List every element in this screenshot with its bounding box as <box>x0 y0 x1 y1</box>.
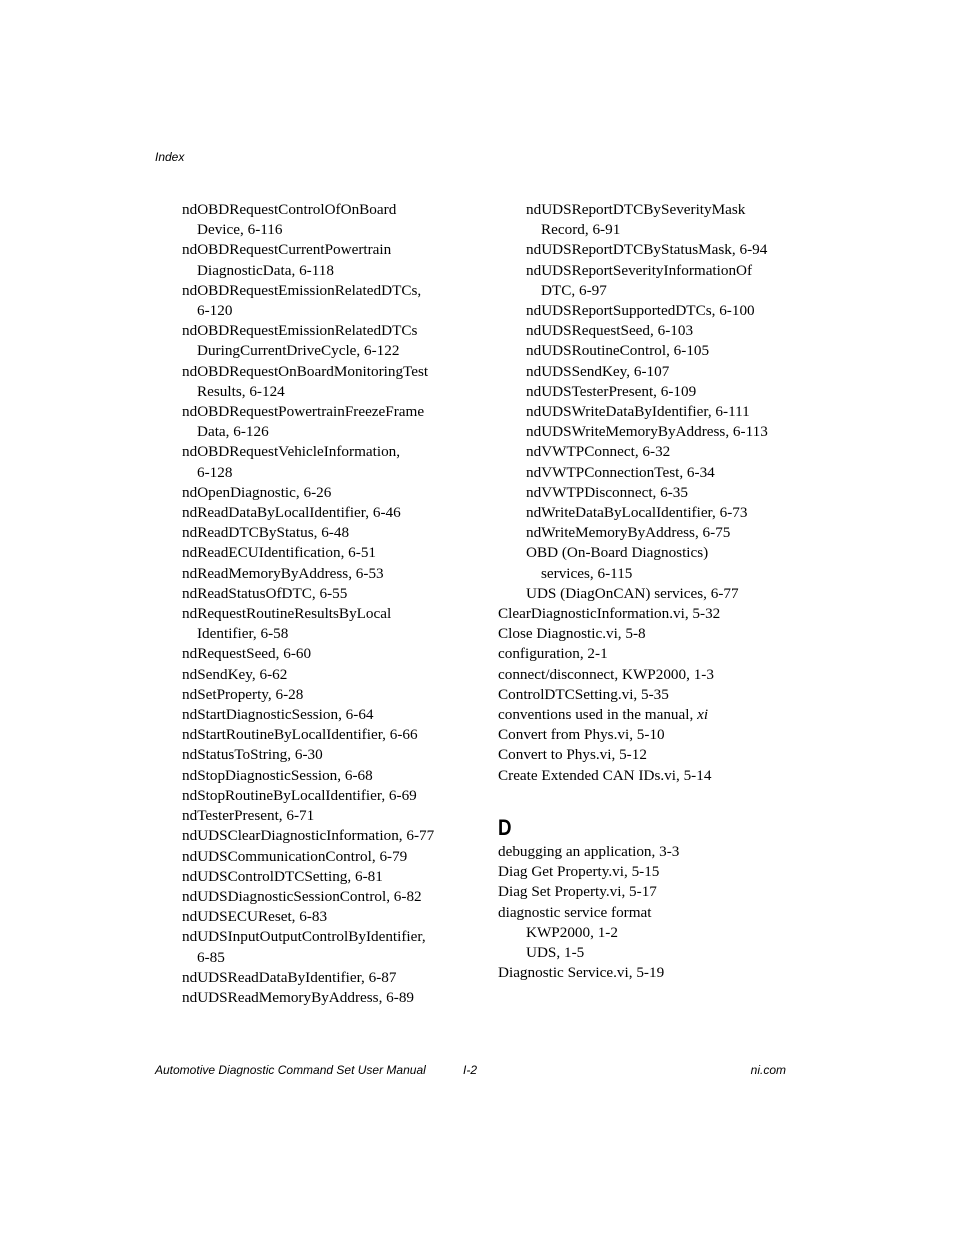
index-entry <box>182 584 457 604</box>
index-entry <box>182 745 457 765</box>
index-entry-continuation: DTC, 6-97 <box>541 281 607 299</box>
index-entry: diagnostic service format <box>498 903 652 921</box>
index-entry <box>498 503 798 523</box>
running-header: Index <box>155 150 185 164</box>
index-entry-text: ndWriteDataByLocalIdentifier, 6-73 <box>526 504 748 522</box>
index-entry <box>498 463 798 483</box>
index-entry: Convert to Phys.vi, 5-12 <box>498 746 647 764</box>
index-entry-text: ndReadDataByLocalIdentifier, 6-46 <box>182 504 401 522</box>
index-entry: Diagnostic Service.vi, 5-19 <box>498 964 665 982</box>
index-entry-text: ndReadDTCByStatus, 6-48 <box>182 524 350 542</box>
index-entry <box>182 240 457 280</box>
footer-title: Automotive Diagnostic Command Set User Manual <box>155 1063 426 1077</box>
index-entry <box>182 867 457 887</box>
index-entry-continuation: DiagnosticData, 6-118 <box>197 261 334 279</box>
footer-page-number: I-2 <box>463 1063 478 1077</box>
index-entry: debugging an application, 3-3 <box>498 842 680 860</box>
index-entry-text: ndOBDRequestEmissionRelatedDTCs <box>182 322 418 340</box>
index-entry-text: ndVWTPDisconnect, 6-35 <box>526 483 688 501</box>
index-entry-continuation: Results, 6-124 <box>197 382 285 400</box>
index-entry-continuation: 6-120 <box>197 302 233 320</box>
index-entry-text: ndUDSReadDataByIdentifier, 6-87 <box>182 968 397 986</box>
index-entry-text: ndOBDRequestPowertrainFreezeFrame <box>182 403 425 421</box>
index-entry: KWP2000, 1-2 <box>526 923 618 941</box>
index-entry-text: ndUDSReadMemoryByAddress, 6-89 <box>182 988 415 1006</box>
index-entry-text: ndSendKey, 6-62 <box>182 665 288 683</box>
index-entry-text: ndStopRoutineByLocalIdentifier, 6-69 <box>182 786 417 804</box>
index-entry-text: ndVWTPConnectionTest, 6-34 <box>526 463 715 481</box>
index-entry-text: ndUDSRequestSeed, 6-103 <box>526 322 694 340</box>
index-entry-continuation: services, 6-115 <box>541 564 633 582</box>
index-entry-text: conventions used in the manual, <box>498 706 698 724</box>
index-entry-continuation: Data, 6-126 <box>197 423 269 441</box>
index-entry <box>182 826 457 846</box>
index-entry-text: ndOBDRequestEmissionRelatedDTCs, <box>182 281 422 299</box>
index-entry <box>182 200 457 240</box>
index-entry-text: ndReadECUIdentification, 6-51 <box>182 544 377 562</box>
index-entry <box>182 705 457 725</box>
index-entry <box>498 422 798 442</box>
index-entry-text: ndStartDiagnosticSession, 6-64 <box>182 706 374 724</box>
index-entry-text: ndStopDiagnosticSession, 6-68 <box>182 766 373 784</box>
index-entry <box>498 483 798 503</box>
index-entry-text: ndUDSCommunicationControl, 6-79 <box>182 847 408 865</box>
index-entry-text: ndUDSSendKey, 6-107 <box>526 362 670 380</box>
index-entry <box>498 705 798 725</box>
index-entry-text: ndTesterPresent, 6-71 <box>182 807 315 825</box>
index-entry-continuation: Device, 6-116 <box>197 221 283 239</box>
index-entry-text: ndStatusToString, 6-30 <box>182 746 323 764</box>
index-entry <box>182 604 457 644</box>
index-entry: connect/disconnect, KWP2000, 1-3 <box>498 665 714 683</box>
index-entry <box>182 786 457 806</box>
index-column-right <box>498 200 798 983</box>
index-entry-text: ndReadMemoryByAddress, 6-53 <box>182 564 384 582</box>
index-entry-text: ndUDSECUReset, 6-83 <box>182 908 328 926</box>
index-entry-text: ndOBDRequestCurrentPowertrain <box>182 241 392 259</box>
index-entry <box>182 644 457 664</box>
index-entry <box>182 321 457 361</box>
section-letter: D <box>498 814 512 840</box>
index-entry <box>498 240 798 260</box>
index-entry: Convert from Phys.vi, 5-10 <box>498 726 665 744</box>
index-entry <box>182 564 457 584</box>
index-entry-text: ndOpenDiagnostic, 6-26 <box>182 483 332 501</box>
index-entry <box>498 301 798 321</box>
index-entry-text: ndUDSDiagnosticSessionControl, 6-82 <box>182 887 422 905</box>
index-entry-text: ndWriteMemoryByAddress, 6-75 <box>526 524 731 542</box>
index-entry-text: ndUDSControlDTCSetting, 6-81 <box>182 867 383 885</box>
index-entry: ClearDiagnosticInformation.vi, 5-32 <box>498 605 721 623</box>
index-entry-text: ndStartRoutineByLocalIdentifier, 6-66 <box>182 726 418 744</box>
index-entry-continuation: Identifier, 6-58 <box>197 625 289 643</box>
index-entry <box>182 847 457 867</box>
index-entry <box>182 725 457 745</box>
index-entry-text: ndUDSTesterPresent, 6-109 <box>526 382 697 400</box>
index-entry <box>182 362 457 402</box>
index-entry <box>182 503 457 523</box>
index-entry: Close Diagnostic.vi, 5-8 <box>498 625 646 643</box>
index-entry-text: OBD (On-Board Diagnostics) <box>526 544 709 562</box>
index-entry <box>182 665 457 685</box>
index-entry <box>498 362 798 382</box>
index-entry-text: ndRequestRoutineResultsByLocal <box>182 605 392 623</box>
index-entry-page: xi <box>697 706 709 724</box>
index-entry-continuation: 6-85 <box>197 948 225 966</box>
index-entry <box>182 907 457 927</box>
index-entry <box>182 988 457 1008</box>
index-entry <box>498 382 798 402</box>
index-entry <box>498 402 798 422</box>
index-entry: Create Extended CAN IDs.vi, 5-14 <box>498 766 712 784</box>
footer-site: ni.com <box>750 1063 786 1077</box>
index-entry <box>182 523 457 543</box>
index-entry <box>498 261 798 301</box>
index-entry: configuration, 2-1 <box>498 645 608 663</box>
index-entry-text: ndReadStatusOfDTC, 6-55 <box>182 584 348 602</box>
index-entry <box>498 200 798 240</box>
index-entry <box>498 523 798 543</box>
index-entry-text: ndUDSReportDTCBySeverityMask <box>526 201 746 218</box>
index-entry <box>182 685 457 705</box>
index-entry-text: ndUDSWriteMemoryByAddress, 6-113 <box>526 423 768 441</box>
index-entry <box>182 543 457 563</box>
index-entry <box>182 483 457 503</box>
index-entry <box>182 281 457 321</box>
index-entry <box>498 442 798 462</box>
index-entry: UDS, 1-5 <box>526 943 585 961</box>
index-entry-text: ndUDSRoutineControl, 6-105 <box>526 342 710 360</box>
index-entry-text: ndOBDRequestOnBoardMonitoringTest <box>182 362 429 380</box>
index-entry-continuation: Record, 6-91 <box>541 221 621 239</box>
index-entry-text: ndVWTPConnect, 6-32 <box>526 443 671 461</box>
index-entry-text: ndUDSInputOutputControlByIdentifier, <box>182 928 426 946</box>
index-entry-text: ndUDSReportSeverityInformationOf <box>526 261 753 279</box>
index-entry <box>182 927 457 967</box>
index-entry: ControlDTCSetting.vi, 5-35 <box>498 685 669 703</box>
index-entry <box>182 806 457 826</box>
index-entry: Diag Set Property.vi, 5-17 <box>498 883 657 901</box>
index-entry <box>498 321 798 341</box>
index-entry-continuation: DuringCurrentDriveCycle, 6-122 <box>197 342 400 360</box>
index-entry <box>498 584 798 604</box>
index-entry-text: ndRequestSeed, 6-60 <box>182 645 312 663</box>
index-entry-text: ndOBDRequestControlOfOnBoard <box>182 201 397 218</box>
index-entry-text: ndOBDRequestVehicleInformation, <box>182 443 401 461</box>
index-entry: Diag Get Property.vi, 5-15 <box>498 863 660 881</box>
index-entry-text: ndUDSReportDTCByStatusMask, 6-94 <box>526 241 768 259</box>
index-entry <box>182 402 457 442</box>
index-entry <box>498 543 798 583</box>
index-entry-text: ndUDSReportSupportedDTCs, 6-100 <box>526 302 755 320</box>
index-entry <box>182 442 457 482</box>
index-entry <box>182 968 457 988</box>
index-entry-text: ndUDSWriteDataByIdentifier, 6-111 <box>526 403 750 421</box>
index-column-left <box>182 200 457 1008</box>
index-entry <box>182 887 457 907</box>
index-entry <box>498 341 798 361</box>
index-entry-text: UDS (DiagOnCAN) services, 6-77 <box>526 584 739 602</box>
index-entry-continuation: 6-128 <box>197 463 233 481</box>
index-entry-text: ndUDSClearDiagnosticInformation, 6-77 <box>182 827 435 845</box>
index-entry <box>182 766 457 786</box>
index-entry-text: ndSetProperty, 6-28 <box>182 685 304 703</box>
